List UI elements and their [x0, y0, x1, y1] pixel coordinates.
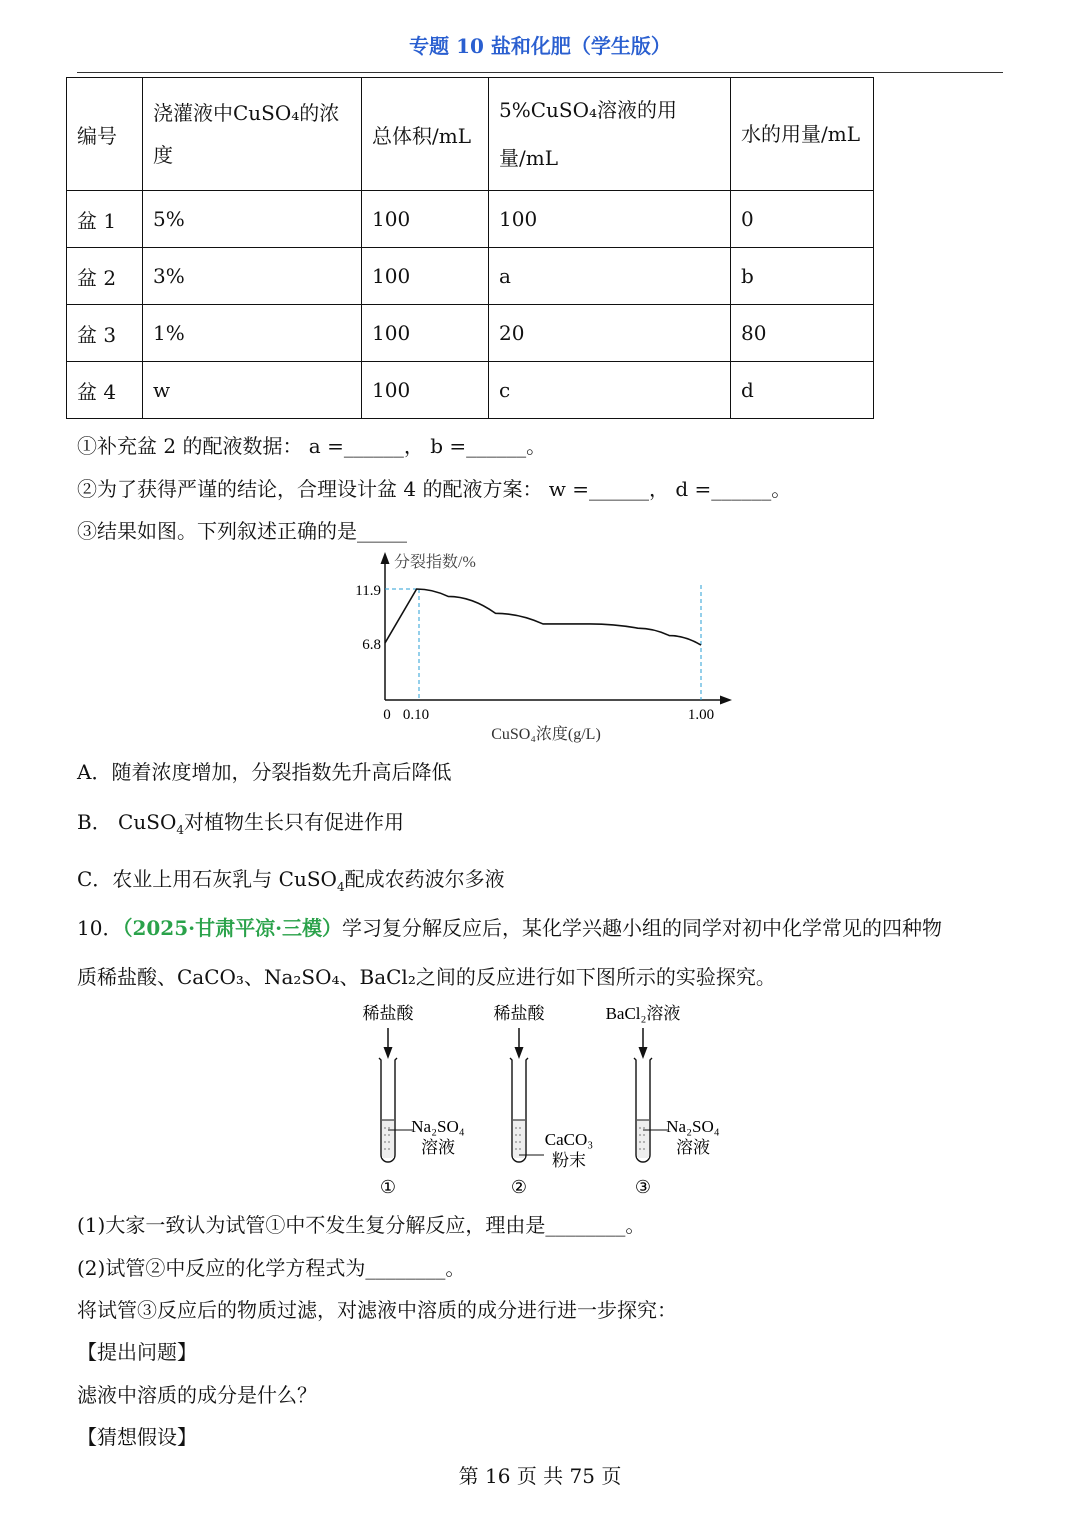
- sub-question-2: (2)试管②中反应的化学方程式为________。: [77, 1256, 466, 1280]
- question-number: 10．: [77, 916, 123, 940]
- x-tick-label: 0: [383, 707, 391, 723]
- line-chart: [0, 0, 1080, 760]
- table-header: 5%CuSO₄溶液的用量/mL: [489, 78, 731, 191]
- question-text: 学习复分解反应后，某化学兴趣小组的同学对初中化学常见的四种物: [342, 916, 943, 940]
- table-cell: b: [731, 248, 874, 305]
- table-header: 总体积/mL: [362, 78, 489, 191]
- table-cell: 100: [489, 191, 731, 248]
- reagent-label: 稀盐酸: [493, 1004, 545, 1023]
- y-axis-label: 分裂指数/%: [394, 554, 476, 571]
- table-header: 编号: [67, 78, 143, 191]
- test-tube-3: [606, 1004, 720, 1197]
- table-header: 水的用量/mL: [731, 78, 874, 191]
- contents-label: CaCO₃: [544, 1130, 594, 1149]
- table-cell: 5%: [143, 191, 362, 248]
- instruction-text: 将试管③反应后的物质过滤，对滤液中溶质的成分进行进一步探究：: [77, 1298, 677, 1322]
- series-line: [385, 589, 701, 645]
- tube-number: ①: [379, 1177, 397, 1197]
- option-c: C．农业上用石灰乳与 CuSO$_4$配成农药波尔多液: [77, 867, 505, 894]
- option-c-suffix: 配成农药波尔多液: [344, 867, 505, 891]
- tube-number: ③: [634, 1177, 652, 1197]
- contents-label: Na₂SO₄: [411, 1117, 465, 1136]
- tube-number: ②: [510, 1177, 528, 1197]
- table-cell: 3%: [143, 248, 362, 305]
- table-cell: 盆 4: [67, 362, 143, 419]
- table-cell: 100: [362, 248, 489, 305]
- question-10-continued: 质稀盐酸、CaCO₃、Na₂SO₄、BaCl₂之间的反应进行如下图所示的实验探究。: [77, 965, 776, 989]
- option-c-prefix: C．农业上用石灰乳与 CuSO: [77, 867, 337, 891]
- table-cell: a: [489, 248, 731, 305]
- contents-label: 粉末: [552, 1151, 586, 1170]
- x-tick-label: 0.10: [402, 707, 430, 723]
- table-cell: 80: [731, 305, 874, 362]
- contents-label: Na₂SO₄: [666, 1117, 720, 1136]
- table-cell: 盆 1: [67, 191, 143, 248]
- question-3: ③结果如图。下列叙述正确的是_____: [77, 519, 407, 543]
- test-tube-2: [494, 1004, 594, 1197]
- table-cell: 1%: [143, 305, 362, 362]
- contents-label: 溶液: [676, 1138, 710, 1157]
- table-cell: w: [143, 362, 362, 419]
- section-heading: 【提出问题】: [77, 1340, 197, 1364]
- y-tick-label: 6.8: [362, 637, 381, 653]
- y-tick-label: 11.9: [355, 583, 381, 599]
- x-axis-label: CuSO₄浓度(g/L): [491, 726, 601, 743]
- option-a: A．随着浓度增加，分裂指数先升高后降低: [77, 760, 452, 784]
- table-cell: 盆 3: [67, 305, 143, 362]
- option-b: B． CuSO$_4$对植物生长只有促进作用: [77, 810, 404, 837]
- section-heading: 【猜想假设】: [77, 1425, 197, 1449]
- x-tick-label: 1.00: [687, 707, 715, 723]
- table-header: 浇灌液中CuSO₄的浓度: [143, 78, 362, 191]
- liquid: [637, 1120, 649, 1158]
- liquid: [513, 1120, 525, 1158]
- reagent-label: BaCl₂溶液: [605, 1004, 681, 1023]
- question-2: ②为了获得严谨的结论，合理设计盆 4 的配液方案： w =______， d =______。: [77, 477, 792, 501]
- question-text: 滤液中溶质的成分是什么？: [77, 1383, 317, 1407]
- table-cell: 20: [489, 305, 731, 362]
- page-footer: 第 16 页 共 75 页: [458, 1464, 622, 1488]
- question-1: ①补充盆 2 的配液数据： a =______， b =______。: [77, 434, 547, 458]
- liquid: [382, 1120, 394, 1158]
- sub-question-1: (1)大家一致认为试管①中不发生复分解反应，理由是________。: [77, 1213, 646, 1237]
- contents-label: 溶液: [421, 1138, 455, 1157]
- table-cell: 100: [362, 191, 489, 248]
- page-header: 专题 10 盐和化肥（学生版）: [409, 34, 671, 58]
- table-cell: 盆 2: [67, 248, 143, 305]
- option-b-suffix: 对植物生长只有促进作用: [183, 810, 404, 834]
- test-tube-1: [363, 1004, 465, 1197]
- reagent-label: 稀盐酸: [362, 1004, 414, 1023]
- option-b-prefix: B． CuSO: [77, 810, 177, 834]
- table-cell: 0: [731, 191, 874, 248]
- table-cell: 100: [362, 305, 489, 362]
- question-10: [77, 912, 942, 941]
- test-tube-figure: [340, 995, 740, 1200]
- table-cell: d: [731, 362, 874, 419]
- question-source: （2025·甘肃平凉·三模）: [122, 916, 343, 940]
- table-cell: c: [489, 362, 731, 419]
- table-cell: 100: [362, 362, 489, 419]
